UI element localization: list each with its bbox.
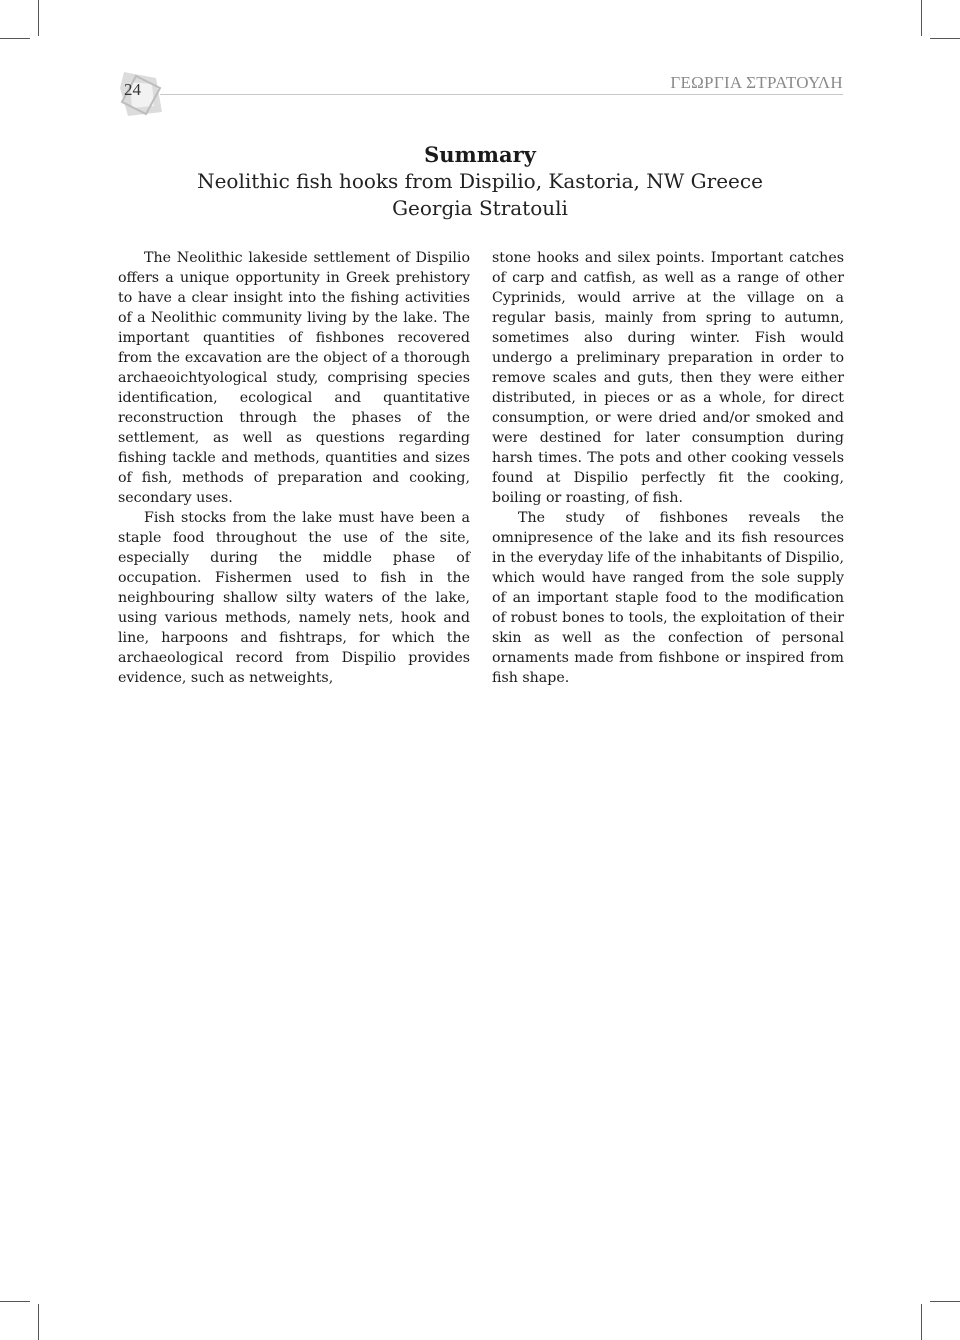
crop-mark-bottom-left-h <box>0 1301 30 1302</box>
paragraph: stone hooks and silex points. Important catches of carp and catfish, as well as a range of other Cyprinids, would arrive at the village on a regular basis, mainly from spring to autumn, sometimes also during winter. Fish would undergo a preliminary preparation in order to remove scales and guts, then they were either distributed, in pieces or as a whole, for direct consumption, or were dried and/or smoked and were destined for later consumption during harsh times. The pots and other cooking vessels found at Dispilio perfectly fit the cooking, boiling or roasting, of fish. <box>492 250 844 506</box>
page-number: 24 <box>124 80 141 99</box>
paragraph: The study of fishbones reveals the omnipresence of the lake and its fish resources in the everyday life of the inhabitants of Dispilio, which would have ranged from the sole supply of an important staple food to the modification of robust bones to tools, the exploitation of their skin as well as the confection of personal ornaments made from fishbone or inspired from fish shape. <box>492 510 844 686</box>
left-column <box>118 248 470 688</box>
right-column <box>492 248 844 688</box>
crop-mark-bottom-right <box>921 1304 922 1340</box>
section-heading: Summary <box>424 142 536 167</box>
crop-mark-bottom-left <box>38 1304 39 1340</box>
running-head: ΓΕΩΡΓΙΑ ΣΤΡΑΤΟΥΛΗ <box>670 73 843 92</box>
crop-mark-top-right-h <box>930 38 960 39</box>
crop-mark-top-right <box>921 0 922 36</box>
crop-mark-bottom-right-h <box>930 1301 960 1302</box>
paragraph: The Neolithic lakeside settlement of Dispilio offers a unique opportunity in Greek prehistory to have a clear insight into the fishing activities of a Neolithic community living by the lake. The important quantities of fishbones recovered from the excavation are the object of a thorough archaeoichtyological study, comprising species identification, ecological and quantitative reconstruction through the phases of the settlement, as well as questions regarding fishing tackle and methods, quantities and sizes of fish, methods of preparation and cooking, secondary uses. <box>118 250 470 506</box>
paragraph: Fish stocks from the lake must have been a staple food throughout the use of the site, especially during the middle phase of occupation. Fishermen used to fish in the neighbouring shallow silty waters of the lake, using various methods, namely nets, hook and line, harpoons and fishtraps, for which the archaeological record from Dispilio provides evidence, such as netweights, <box>118 510 470 686</box>
crop-mark-top-left <box>38 0 39 36</box>
author-name: Georgia Stratouli <box>392 196 568 220</box>
crop-mark-top-left-h <box>0 38 30 39</box>
header-rule <box>160 94 843 95</box>
article-title: Neolithic fish hooks from Dispilio, Kastoria, NW Greece <box>197 169 763 193</box>
title-block <box>0 142 960 222</box>
